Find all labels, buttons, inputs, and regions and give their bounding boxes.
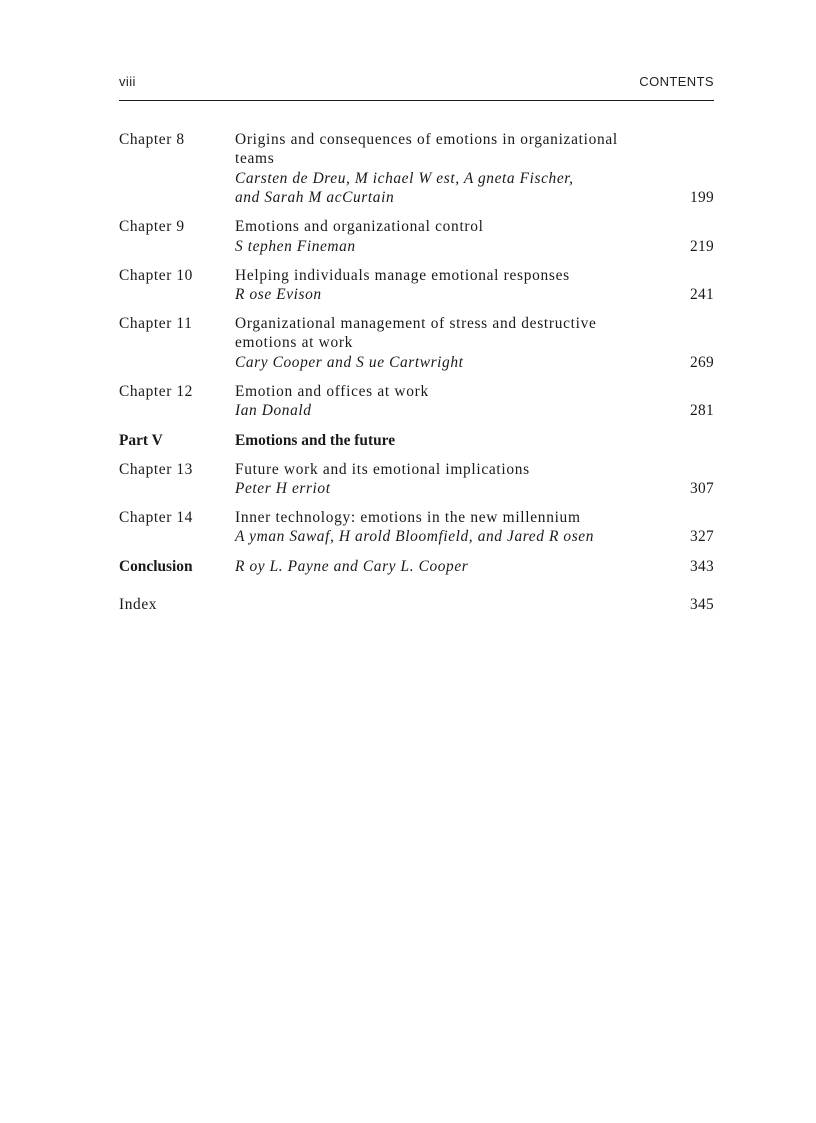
chapter-label: Chapter 14 [119, 509, 193, 527]
toc-entry-index [119, 595, 714, 614]
page-number: 343 [690, 557, 714, 575]
page-number: 269 [690, 353, 714, 371]
chapter-authors-line: A yman Sawaf, H arold Bloomfield, and Jared R osen [235, 528, 595, 546]
entry-body [235, 217, 714, 256]
toc-entry-chapter-13 [119, 460, 714, 499]
header-rule [119, 100, 714, 101]
page-number: 307 [690, 480, 714, 498]
chapter-authors-line: and Sarah M acCurtain [235, 189, 395, 207]
chapter-title-line: Helping individuals manage emotional responses [235, 266, 570, 284]
chapter-authors-line: Peter H erriot [235, 480, 331, 498]
conclusion-authors: R oy L. Payne and Cary L. Cooper [235, 557, 469, 575]
entry-body [235, 314, 714, 372]
toc-entry-chapter-10 [119, 266, 714, 305]
entry-body [235, 431, 714, 450]
conclusion-label: Conclusion [119, 557, 193, 575]
chapter-label: Chapter 12 [119, 382, 193, 400]
page-number: 345 [690, 596, 714, 614]
chapter-authors-line: Carsten de Dreu, M ichael W est, A gneta Fischer, [235, 169, 574, 187]
toc-entry-conclusion [119, 557, 714, 576]
chapter-authors-line: Ian Donald [235, 402, 312, 420]
chapter-authors-line: R ose Evison [235, 286, 322, 304]
index-label: Index [119, 596, 158, 614]
chapter-title-line: emotions at work [235, 334, 354, 352]
toc-entry-part-5 [119, 431, 714, 450]
toc-entry-chapter-9 [119, 217, 714, 256]
entry-body [235, 557, 714, 576]
chapter-label: Chapter 10 [119, 266, 193, 284]
chapter-label: Chapter 11 [119, 315, 193, 333]
chapter-title-line: Emotion and offices at work [235, 382, 429, 400]
chapter-title-line: Organizational management of stress and destructive [235, 315, 597, 333]
chapter-label: Chapter 8 [119, 131, 185, 148]
part-label: Part V [119, 431, 163, 449]
table-of-contents [119, 130, 714, 624]
section-title: CONTENTS [639, 74, 714, 89]
entry-body [235, 266, 714, 305]
chapter-title-line: teams [235, 150, 275, 168]
entry-body [235, 460, 714, 499]
entry-body [235, 508, 714, 547]
toc-entry-chapter-11 [119, 314, 714, 372]
chapter-title-line: Inner technology: emotions in the new millennium [235, 509, 581, 527]
chapter-authors-line: S tephen Fineman [235, 237, 356, 255]
chapter-title-line: Origins and consequences of emotions in organizational [235, 131, 618, 148]
chapter-authors-line: Cary Cooper and S ue Cartwright [235, 353, 464, 371]
page-folio: viii [119, 74, 136, 89]
page-number: 199 [690, 189, 714, 207]
part-title: Emotions and the future [235, 431, 396, 449]
chapter-title-line: Future work and its emotional implications [235, 460, 530, 478]
page-number: 241 [690, 286, 714, 304]
page-number: 281 [690, 402, 714, 420]
chapter-label: Chapter 9 [119, 218, 185, 236]
toc-entry-chapter-8 [119, 130, 714, 208]
toc-entry-chapter-14 [119, 508, 714, 547]
entry-body [235, 130, 714, 208]
chapter-label: Chapter 13 [119, 460, 193, 478]
page-number: 219 [690, 237, 714, 255]
running-head [119, 74, 714, 92]
toc-entry-chapter-12 [119, 382, 714, 421]
chapter-title-line: Emotions and organizational control [235, 218, 484, 236]
page-number: 327 [690, 528, 714, 546]
entry-body [235, 382, 714, 421]
